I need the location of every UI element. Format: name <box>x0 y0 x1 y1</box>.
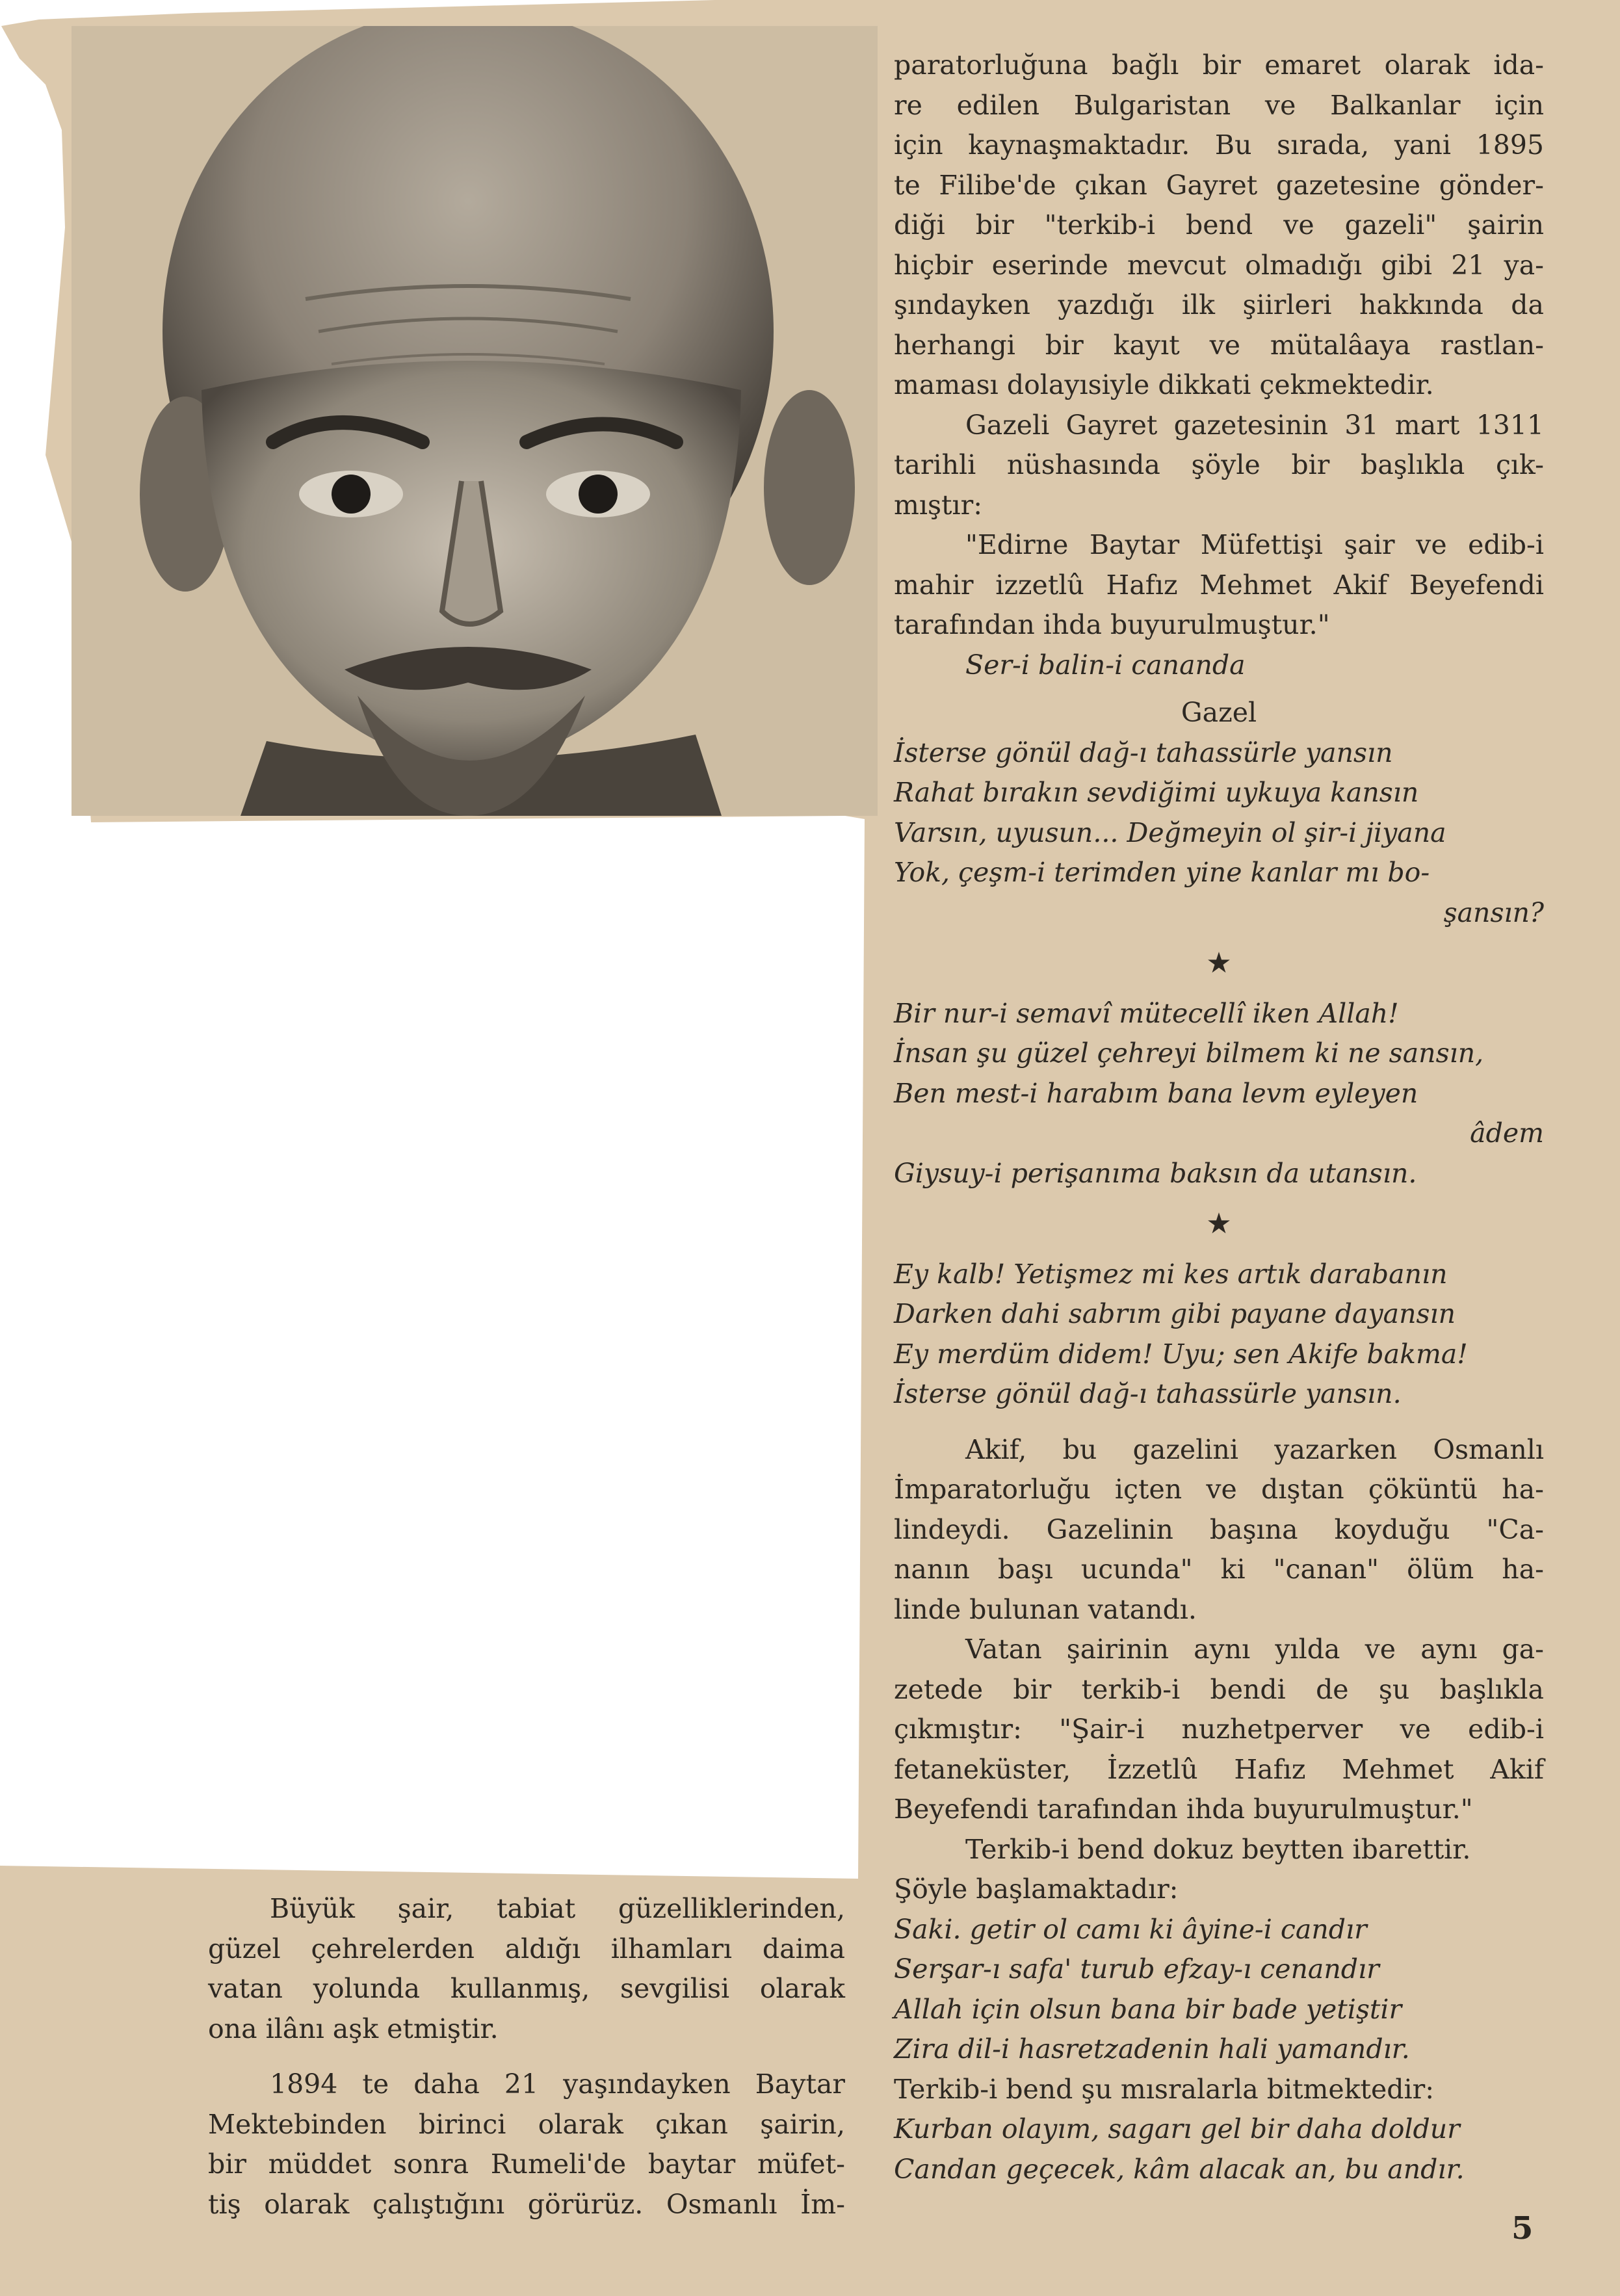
text-line: Şöyle başlamaktadır: <box>894 1873 1179 1905</box>
text-line: tarafından ihda buyurulmuştur." <box>894 609 1330 640</box>
text-line: bir müddet sonra Rumeli'de baytar müfet- <box>208 2148 845 2180</box>
page-number: 5 <box>1511 2210 1534 2247</box>
verse-line: Bir nur-i semavî mütecellî iken Allah! <box>894 997 1399 1029</box>
text-line: çıkmıştır: "Şair-i nuzhetperver ve edib-i <box>894 1714 1544 1745</box>
text-line: mahir izzetlû Hafız Mehmet Akif Beyefendi <box>894 569 1544 601</box>
verse-line: Kurban olayım, sagarı gel bir daha doldur <box>894 2113 1460 2145</box>
star-separator: ★ <box>1206 946 1232 980</box>
star-separator: ★ <box>1206 1207 1232 1240</box>
verse-line: Giysuy-i perişanıma baksın da utansın. <box>894 1157 1417 1189</box>
verse-line: Ben mest-i harabım bana levm eyleyen <box>894 1077 1418 1109</box>
text-line: nanın başı ucunda" ki "canan" ölüm ha- <box>894 1554 1544 1585</box>
verse-line: İnsan şu güzel çehreyi bilmem ki ne sansın, <box>894 1037 1484 1069</box>
text-line: Mektebinden birinci olarak çıkan şairin, <box>208 2108 845 2140</box>
text-line: herhangi bir kayıt ve mütalâaya rastlan- <box>894 329 1544 361</box>
text-line: re edilen Bulgaristan ve Balkanlar için <box>894 89 1544 121</box>
text-line: mıştır: <box>894 489 983 521</box>
text-line: ona ilânı aşk etmiştir. <box>208 2013 499 2044</box>
text-line: için kaynaşmaktadır. Bu sırada, yani 1895 <box>894 129 1544 161</box>
left-text-column <box>208 1889 845 2224</box>
text-line: tiş olarak çalıştığını görürüz. Osmanlı İm- <box>208 2188 845 2220</box>
text-line: maması dolayısiyle dikkati çekmektedir. <box>894 369 1434 400</box>
verse-line: Varsın, uyusun... Değmeyin ol şir-i jiyana <box>894 816 1446 848</box>
text-line: Terkib-i bend şu mısralarla bitmektedir: <box>894 2073 1435 2105</box>
text-line: Büyük şair, tabiat güzelliklerinden, <box>270 1893 845 1924</box>
text-line: linde bulunan vatandı. <box>894 1593 1197 1625</box>
text-line: Gazeli Gayret gazetesinin 31 mart 1311 <box>965 409 1544 441</box>
verse-line: Serşar-ı safa' turub efzay-ı cenandır <box>894 1953 1379 1985</box>
portrait-photo <box>72 26 878 816</box>
verse-line: şansın? <box>1443 896 1544 928</box>
verse-line: İsterse gönül dağ-ı tahassürle yansın. <box>894 1378 1402 1409</box>
verse-line: Ey kalb! Yetişmez mi kes artık darabanın <box>894 1258 1448 1290</box>
text-line: diği bir "terkib-i bend ve gazeli" şairin <box>894 209 1544 241</box>
verse-line: Saki. getir ol camı ki âyine-i candır <box>894 1913 1367 1945</box>
text-line: 1894 te daha 21 yaşındayken Baytar <box>270 2068 845 2100</box>
text-line: Beyefendi tarafından ihda buyurulmuştur." <box>894 1794 1473 1825</box>
text-line: hiçbir eserinde mevcut olmadığı gibi 21 ya- <box>894 249 1544 281</box>
text-line: tarihli nüshasında şöyle bir başlıkla çık- <box>894 449 1544 480</box>
text-line: güzel çehrelerden aldığı ilhamları daima <box>208 1933 845 1964</box>
poem-title: Gazel <box>1181 697 1257 728</box>
verse-line: Candan geçecek, kâm alacak an, bu andır. <box>894 2153 1465 2185</box>
verse-line: Ey merdüm didem! Uyu; sen Akife bakma! <box>894 1338 1468 1370</box>
text-line: şındayken yazdığı ilk şiirleri hakkında da <box>894 289 1544 320</box>
dedication: Ser-i balin-i cananda <box>965 649 1246 681</box>
text-line: te Filibe'de çıkan Gayret gazetesine gönder- <box>894 169 1544 201</box>
verse-line: İsterse gönül dağ-ı tahassürle yansın <box>894 737 1393 768</box>
text-line: Akif, bu gazelini yazarken Osmanlı <box>965 1433 1544 1465</box>
text-line: zetede bir terkib-i bendi de şu başlıkla <box>894 1673 1544 1705</box>
verse-line: Zira dil-i hasretzadenin hali yamandır. <box>894 2033 1410 2065</box>
verse-line: Darken dahi sabrım gibi payane dayansın <box>894 1298 1456 1329</box>
text-line: Terkib-i bend dokuz beytten ibarettir. <box>965 1833 1471 1865</box>
verse-line: Allah için olsun bana bir bade yetiştir <box>894 1993 1402 2025</box>
text-line: fetaneküster, İzzetlû Hafız Mehmet Akif <box>894 1753 1544 1785</box>
text-line: Vatan şairinin aynı yılda ve aynı ga- <box>965 1634 1544 1665</box>
verse-line: Yok, çeşm-i terimden yine kanlar mı bo- <box>894 857 1430 888</box>
verse-line: Rahat bırakın sevdiğimi uykuya kansın <box>894 777 1419 808</box>
text-line: "Edirne Baytar Müfettişi şair ve edib-i <box>965 529 1544 560</box>
verse-line: âdem <box>1470 1117 1544 1149</box>
text-line: İmparatorluğu içten ve dıştan çöküntü ha- <box>894 1474 1544 1505</box>
text-line: lindeydi. Gazelinin başına koyduğu "Ca- <box>894 1513 1544 1545</box>
right-text-column <box>894 46 1544 2189</box>
text-line: vatan yolunda kullanmış, sevgilisi olarak <box>208 1973 845 2004</box>
text-line: paratorluğuna bağlı bir emaret olarak ida- <box>894 49 1544 81</box>
